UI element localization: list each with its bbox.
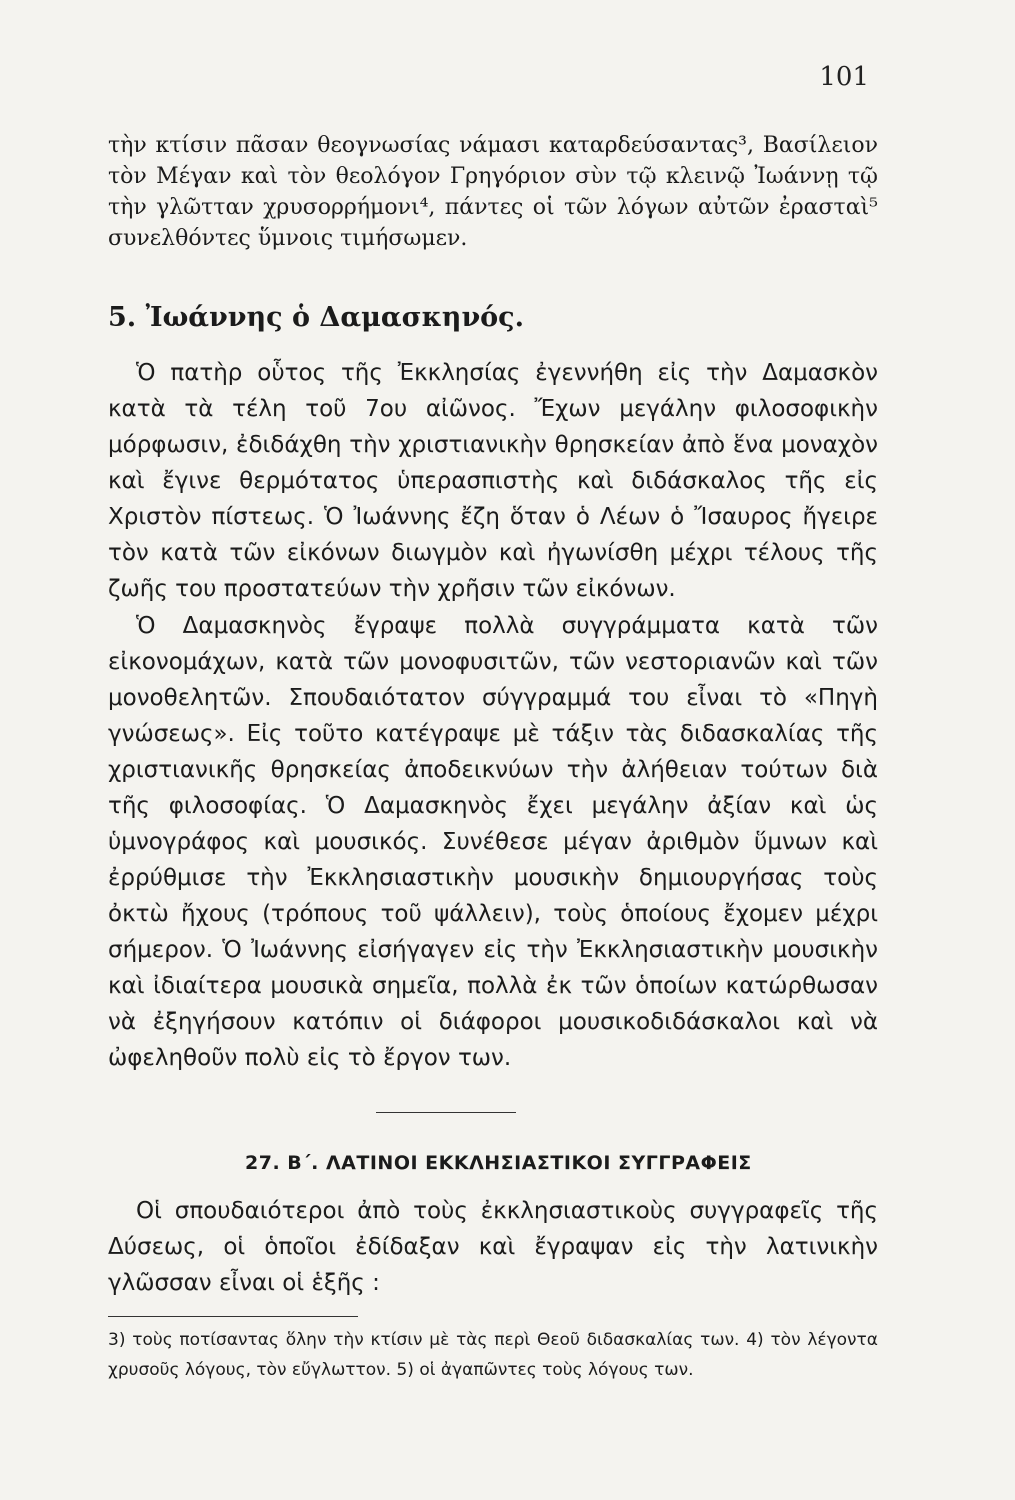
footnote-rule <box>108 1316 358 1317</box>
footnotes: 3) τοὺς ποτίσαντας ὅλην τὴν κτίσιν μὲ τὰς περὶ Θεοῦ διδασκαλίας των. 4) τὸν λέγοντα χρυσοῦς λόγους, τὸν εὔγλωττον. 5) οἱ ἀγαπῶντες τοὺς λόγους των. <box>108 1330 878 1380</box>
intro-paragraph: τὴν κτίσιν πᾶσαν θεογνωσίας νάμασι καταρδεύσαντας³, Βασίλειον τὸν Μέγαν καὶ τὸν θεολόγον Γρηγόριον σὺν τῷ κλεινῷ Ἰωάννῃ τῷ τὴν γλῶτταν χρυσορρήμονι⁴, πάντες οἱ τῶν λόγων αὐτῶν ἐρασταὶ⁵ συνελθόντες ὕμνοις τιμήσωμεν. <box>108 133 878 251</box>
section-paragraph-2: Ὁ Δαμασκηνὸς ἔγραψε πολλὰ συγγράμματα κατὰ τῶν εἰκονομάχων, κατὰ τῶν μονοφυσιτῶν, τῶν νεστοριανῶν καὶ τῶν μονοθελητῶν. Σπουδαιότατον σύγγραμμά του εἶναι τὸ «Πηγὴ γνώσεως». Εἰς τοῦτο κατέγραψε μὲ τάξιν τὰς διδασκαλίας τῆς χριστιανικῆς θρησκείας ἀποδεικνύων τὴν ἀλήθειαν τούτων διὰ τῆς φιλοσοφίας. Ὁ Δαμασκηνὸς ἔχει μεγάλην ἀξίαν καὶ ὡς ὑμνογράφος καὶ μουσικός. Συνέθεσε μέγαν ἀριθμὸν ὕμνων καὶ ἐρρύθμισε τὴν Ἐκκλησιαστικὴν μουσικὴν δημιουργήσας τοὺς ὀκτὼ ἤχους (τρόπους τοῦ ψάλλειν), τοὺς ὁποίους ἔχομεν μέχρι σήμερον. Ὁ Ἰωάννης εἰσήγαγεν εἰς τὴν Ἐκκλησιαστικὴν μουσικὴν καὶ ἰδιαίτερα μουσικὰ σημεῖα, πολλὰ ἐκ τῶν ὁποίων κατώρθωσαν νὰ ἐξηγήσουν κατόπιν οἱ διάφοροι μουσικοδιδάσκαλοι καὶ νὰ ὠφεληθοῦν πολὺ εἰς τὸ ἔργον των. <box>108 613 878 1071</box>
page-number: 101 <box>819 62 869 92</box>
section-paragraph-1: Ὁ πατὴρ οὗτος τῆς Ἐκκλησίας ἐγεννήθη εἰς τὴν Δαμασκὸν κατὰ τὰ τέλη τοῦ 7ου αἰῶνος. Ἔχων μεγάλην φιλοσοφικὴν μόρφωσιν, ἐδιδάχθη τὴν χριστιανικὴν θρησκείαν ἀπὸ ἕνα μοναχὸν καὶ ἔγινε θερμότατος ὑπερασπιστὴς καὶ διδάσκαλος τῆς εἰς Χριστὸν πίστεως. Ὁ Ἰωάννης ἔζη ὅταν ὁ Λέων ὁ Ἴσαυρος ἤγειρε τὸν κατὰ τῶν εἰκόνων διωγμὸν καὶ ἠγωνίσθη μέχρι τέλους τῆς ζωῆς του προστατεύων τὴν χρῆσιν τῶν εἰκόνων. <box>108 360 878 602</box>
section-separator <box>376 1112 516 1113</box>
section-heading: 5. Ἰωάννης ὁ Δαμασκηνός. <box>108 302 525 333</box>
chapter-heading: 27. Β΄. ΛΑΤΙΝΟΙ ΕΚΚΛΗΣΙΑΣΤΙΚΟΙ ΣΥΓΓΡΑΦΕΙΣ <box>245 1152 752 1174</box>
chapter-paragraph: Οἱ σπουδαιότεροι ἀπὸ τοὺς ἐκκλησιαστικοὺς συγγραφεῖς τῆς Δύσεως, οἱ ὁποῖοι ἐδίδαξαν καὶ ἔγραψαν εἰς τὴν λατινικὴν γλῶσσαν εἶναι οἱ ἑξῆς : <box>108 1198 878 1296</box>
